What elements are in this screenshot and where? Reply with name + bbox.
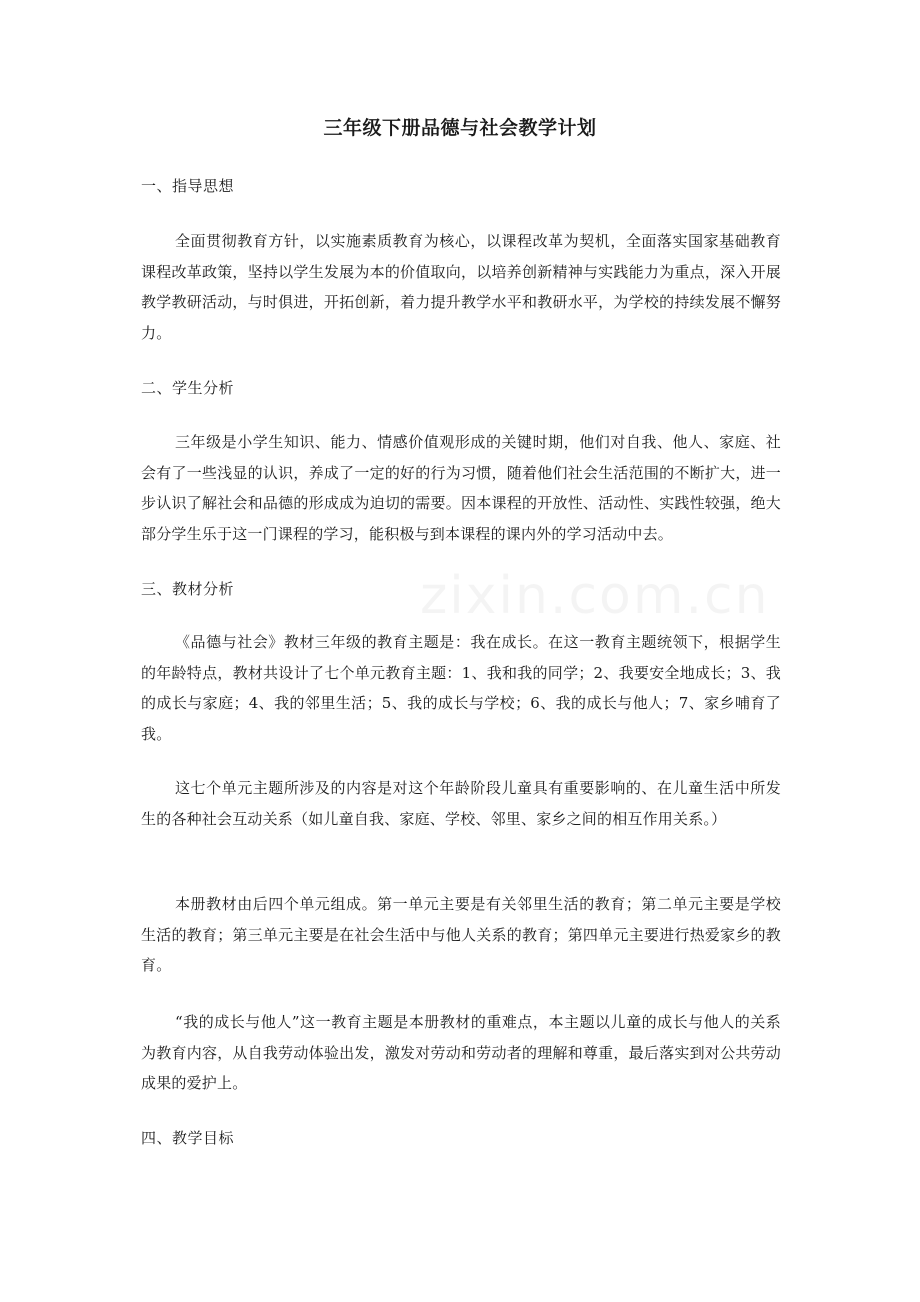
document-title: 三年级下册品德与社会教学计划	[323, 117, 597, 139]
paragraph-materials-2: 这七个单元主题所涉及的内容是对这个年龄阶段儿童具有重要影响的、在儿童生活中所发生的各种社会互动关系（如儿童自我、家庭、学校、邻里、家乡之间的相互作用关系。）	[141, 779, 781, 828]
section-heading-students: 二、学生分析	[141, 379, 235, 397]
paragraph-students: 三年级是小学生知识、能力、情感价值观形成的关键时期，他们对自我、他人、家庭、社会有了一些浅显的认识，养成了一定的好的行为习惯，随着他们社会生活范围的不断扩大，进一步认识了解社会和品德的形成成为迫切的需要。因本课程的开放性、活动性、实践性较强，绝大部分学生乐于这一门课程的学习，能积极与到本课程的课内外的学习活动中去。	[141, 433, 781, 543]
paragraph-materials-1: 《品德与社会》教材三年级的教育主题是：我在成长。在这一教育主题统领下，根据学生的年龄特点，教材共设计了七个单元教育主题：1、我和我的同学；2、我要安全地成长；3、我的成长与家庭；4、我的邻里生活；5、我的成长与学校；6、我的成长与他人；7、家乡哺育了我。	[141, 633, 781, 743]
paragraph-materials-3: 本册教材由后四个单元组成。第一单元主要是有关邻里生活的教育；第二单元主要是学校生活的教育；第三单元主要是在社会生活中与他人关系的教育；第四单元主要进行热爱家乡的教育。	[141, 895, 781, 974]
section-heading-goals: 四、教学目标	[141, 1129, 235, 1147]
section-heading-guiding: 一、指导思想	[141, 177, 235, 195]
paragraph-materials-4: “我的成长与他人”这一教育主题是本册教材的重难点，本主题以儿童的成长与他人的关系为教育内容，从自我劳动体验出发，激发对劳动和劳动者的理解和尊重，最后落实到对公共劳动成果的爱护上。	[141, 1013, 781, 1092]
paragraph-guiding: 全面贯彻教育方针，以实施素质教育为核心，以课程改革为契机，全面落实国家基础教育课程改革政策，坚持以学生发展为本的价值取向，以培养创新精神与实践能力为重点，深入开展教学教研活动，与时俱进，开拓创新，着力提升教学水平和教研水平，为学校的持续发展不懈努力。	[141, 232, 781, 342]
section-heading-materials: 三、教材分析	[141, 580, 235, 598]
watermark	[420, 566, 770, 626]
